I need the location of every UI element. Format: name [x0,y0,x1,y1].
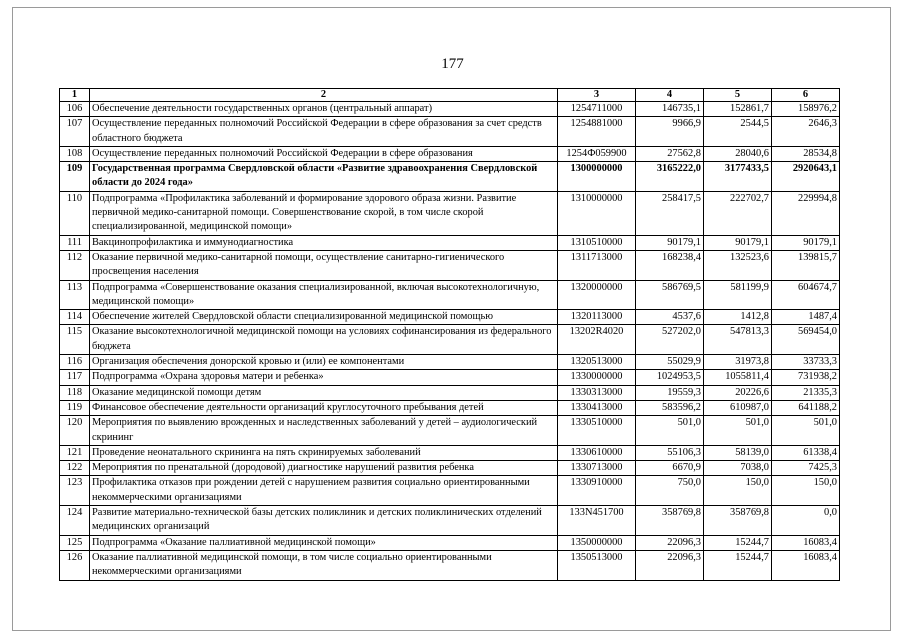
row-code: 1330510000 [558,416,636,446]
value-col-5: 132523,6 [704,250,772,280]
value-col-6: 158976,2 [772,102,840,117]
value-col-4: 146735,1 [636,102,704,117]
value-col-4: 501,0 [636,416,704,446]
row-code: 1311713000 [558,250,636,280]
value-col-6: 21335,3 [772,385,840,400]
value-col-5: 547813,3 [704,325,772,355]
table-row [60,445,840,460]
row-name: Мероприятия по выявлению врожденных и наследственных заболеваний у детей – аудиологический скрининг [90,416,558,446]
column-header: 6 [772,89,840,102]
row-number: 120 [60,416,90,446]
value-col-6: 229994,8 [772,191,840,235]
value-col-5: 7038,0 [704,461,772,476]
row-number: 109 [60,162,90,192]
value-col-6: 7425,3 [772,461,840,476]
row-code: 1320513000 [558,355,636,370]
row-number: 107 [60,117,90,147]
table-row [60,162,840,192]
page-number: 177 [441,56,464,72]
row-code: 1350513000 [558,550,636,580]
value-col-6: 604674,7 [772,280,840,310]
value-col-5: 15244,7 [704,535,772,550]
row-number: 126 [60,550,90,580]
value-col-4: 90179,1 [636,235,704,250]
row-number: 112 [60,250,90,280]
value-col-5: 1412,8 [704,310,772,325]
row-code: 1330413000 [558,400,636,415]
table-row [60,146,840,161]
value-col-4: 586769,5 [636,280,704,310]
row-name: Мероприятия по пренатальной (дородовой) диагностике нарушений развития ребенка [90,461,558,476]
table-body [60,102,840,581]
table-row [60,235,840,250]
row-number: 116 [60,355,90,370]
value-col-6: 1487,4 [772,310,840,325]
value-col-6: 90179,1 [772,235,840,250]
value-col-6: 641188,2 [772,400,840,415]
row-name: Оказание высокотехнологичной медицинской помощи на условиях софинансирования из федерального бюджета [90,325,558,355]
row-number: 111 [60,235,90,250]
row-name: Подпрограмма «Охрана здоровья матери и ребенка» [90,370,558,385]
table-row [60,191,840,235]
table-row [60,461,840,476]
row-number: 117 [60,370,90,385]
row-number: 119 [60,400,90,415]
budget-table [59,88,840,581]
value-col-5: 501,0 [704,416,772,446]
value-col-5: 358769,8 [704,506,772,536]
table-row [60,400,840,415]
value-col-6: 33733,3 [772,355,840,370]
value-col-4: 168238,4 [636,250,704,280]
value-col-5: 1055811,4 [704,370,772,385]
value-col-4: 358769,8 [636,506,704,536]
column-header: 5 [704,89,772,102]
value-col-4: 4537,6 [636,310,704,325]
value-col-4: 22096,3 [636,550,704,580]
row-name: Обеспечение жителей Свердловской области специализированной медицинской помощью [90,310,558,325]
table-row [60,310,840,325]
row-code: 1254881000 [558,117,636,147]
row-name: Развитие материально-технической базы детских поликлиник и детских поликлинических отделений медицинских организаций [90,506,558,536]
table-row [60,535,840,550]
row-name: Профилактика отказов при рождении детей с нарушением развития социально ориентированными некоммерческими организациями [90,476,558,506]
row-name: Организация обеспечения донорской кровью и (или) ее компонентами [90,355,558,370]
value-col-5: 31973,8 [704,355,772,370]
value-col-6: 731938,2 [772,370,840,385]
value-col-5: 3177433,5 [704,162,772,192]
value-col-6: 16083,4 [772,535,840,550]
value-col-5: 150,0 [704,476,772,506]
value-col-5: 581199,9 [704,280,772,310]
row-name: Оказание первичной медико-санитарной помощи, осуществление санитарно-гигиенического просвещения населения [90,250,558,280]
value-col-4: 22096,3 [636,535,704,550]
row-name: Подпрограмма «Оказание паллиативной медицинской помощи» [90,535,558,550]
table-row [60,506,840,536]
row-code: 133N451700 [558,506,636,536]
row-code: 1330610000 [558,445,636,460]
value-col-6: 16083,4 [772,550,840,580]
row-code: 1330000000 [558,370,636,385]
table-row [60,250,840,280]
value-col-4: 55106,3 [636,445,704,460]
row-code: 1254711000 [558,102,636,117]
table-row [60,325,840,355]
value-col-4: 1024953,5 [636,370,704,385]
value-col-4: 750,0 [636,476,704,506]
value-col-4: 6670,9 [636,461,704,476]
column-header: 1 [60,89,90,102]
value-col-6: 150,0 [772,476,840,506]
value-col-4: 583596,2 [636,400,704,415]
table-row [60,385,840,400]
row-number: 114 [60,310,90,325]
row-name: Осуществление переданных полномочий Российской Федерации в сфере образования [90,146,558,161]
row-name: Подпрограмма «Профилактика заболеваний и формирование здорового образа жизни. Развитие первичной медико-санитарной помощи. Совершенствование скорой, в том числе скорой специализированной, медицинской помощи» [90,191,558,235]
value-col-5: 222702,7 [704,191,772,235]
value-col-5: 28040,6 [704,146,772,161]
row-number: 108 [60,146,90,161]
table-row [60,102,840,117]
row-number: 115 [60,325,90,355]
row-number: 122 [60,461,90,476]
table-row [60,355,840,370]
value-col-4: 27562,8 [636,146,704,161]
row-number: 106 [60,102,90,117]
row-number: 118 [60,385,90,400]
row-name: Финансовое обеспечение деятельности организаций круглосуточного пребывания детей [90,400,558,415]
value-col-4: 19559,3 [636,385,704,400]
row-name: Проведение неонатального скрининга на пять скринируемых заболеваний [90,445,558,460]
row-name: Вакцинопрофилактика и иммунодиагностика [90,235,558,250]
value-col-4: 9966,9 [636,117,704,147]
row-code: 1310510000 [558,235,636,250]
row-code: 1300000000 [558,162,636,192]
row-name: Государственная программа Свердловской области «Развитие здравоохранения Свердловской области до 2024 года» [90,162,558,192]
value-col-6: 139815,7 [772,250,840,280]
row-number: 125 [60,535,90,550]
row-number: 124 [60,506,90,536]
row-code: 1330313000 [558,385,636,400]
row-number: 123 [60,476,90,506]
column-header: 4 [636,89,704,102]
row-code: 1350000000 [558,535,636,550]
header-row [60,89,840,102]
row-code: 1330713000 [558,461,636,476]
row-name: Осуществление переданных полномочий Российской Федерации в сфере образования за счет средств областного бюджета [90,117,558,147]
value-col-6: 501,0 [772,416,840,446]
value-col-5: 152861,7 [704,102,772,117]
row-number: 110 [60,191,90,235]
value-col-4: 55029,9 [636,355,704,370]
column-header: 2 [90,89,558,102]
value-col-5: 610987,0 [704,400,772,415]
value-col-4: 258417,5 [636,191,704,235]
value-col-6: 569454,0 [772,325,840,355]
row-number: 113 [60,280,90,310]
table-row [60,370,840,385]
value-col-6: 0,0 [772,506,840,536]
row-number: 121 [60,445,90,460]
table-row [60,117,840,147]
row-name: Оказание медицинской помощи детям [90,385,558,400]
value-col-6: 28534,8 [772,146,840,161]
row-code: 1254Ф059900 [558,146,636,161]
value-col-5: 58139,0 [704,445,772,460]
value-col-6: 2646,3 [772,117,840,147]
row-code: 1310000000 [558,191,636,235]
table-row [60,280,840,310]
row-name: Оказание паллиативной медицинской помощи, в том числе социально ориентированными некоммерческими организациями [90,550,558,580]
row-code: 1320000000 [558,280,636,310]
value-col-6: 2920643,1 [772,162,840,192]
value-col-5: 20226,6 [704,385,772,400]
value-col-4: 527202,0 [636,325,704,355]
row-code: 13202R4020 [558,325,636,355]
value-col-5: 2544,5 [704,117,772,147]
column-header: 3 [558,89,636,102]
value-col-5: 90179,1 [704,235,772,250]
table-row [60,416,840,446]
value-col-6: 61338,4 [772,445,840,460]
table-row [60,476,840,506]
row-name: Обеспечение деятельности государственных органов (центральный аппарат) [90,102,558,117]
table-row [60,550,840,580]
value-col-5: 15244,7 [704,550,772,580]
row-name: Подпрограмма «Совершенствование оказания специализированной, включая высокотехнологичную, медицинской помощи» [90,280,558,310]
row-code: 1330910000 [558,476,636,506]
value-col-4: 3165222,0 [636,162,704,192]
row-code: 1320113000 [558,310,636,325]
